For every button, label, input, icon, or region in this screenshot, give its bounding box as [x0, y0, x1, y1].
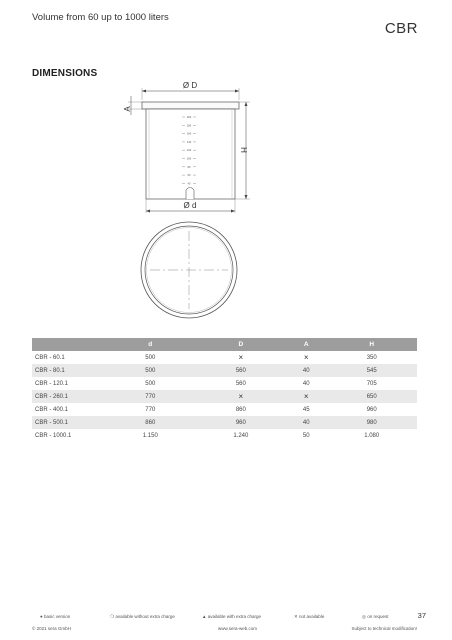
cell-model: CBR - 60.1 [35, 354, 65, 361]
cell-H: 980 [326, 416, 417, 429]
cell-A: 45 [302, 406, 310, 413]
cell-D: × [238, 353, 244, 362]
footer-copyright: © 2021 sera GmbH [32, 626, 71, 631]
label-outer-diameter: Ø D [182, 81, 198, 90]
header-A: A [286, 338, 326, 351]
footer-notice: Subject to technical modification! [351, 626, 417, 631]
page-subtitle: Volume from 60 up to 1000 liters [32, 12, 169, 23]
cell-model: CBR - 400.1 [35, 406, 69, 413]
legend-item: ✕ not available [294, 614, 325, 619]
cell-A: 40 [286, 364, 326, 377]
cell-D: 860 [235, 406, 246, 413]
cell-H: 960 [366, 406, 377, 413]
cell-A: × [286, 390, 326, 403]
cell-d: 860 [105, 416, 196, 429]
cell-D: 1.240 [233, 432, 249, 439]
cell-H: 1.080 [364, 432, 380, 439]
header-name [32, 338, 105, 351]
cell-H: 350 [366, 354, 377, 361]
cell-d: 500 [145, 380, 156, 387]
cell-model: CBR - 1000.1 [35, 432, 72, 439]
cell-A: 50 [302, 432, 310, 439]
cell-H: 650 [326, 390, 417, 403]
page-number: 37 [417, 611, 426, 620]
cell-D: 960 [196, 416, 287, 429]
scale-tick-label: 80 [187, 165, 191, 169]
cell-d: 500 [145, 354, 156, 361]
top-view [141, 222, 237, 318]
table-row [32, 403, 417, 416]
cell-A: 40 [302, 380, 310, 387]
cell-D: 560 [235, 380, 246, 387]
table-row [32, 429, 417, 442]
legend-item: ▲ available with extra charge [202, 614, 262, 619]
cell-D: 560 [196, 364, 287, 377]
cross-icon: ✕ [294, 614, 298, 619]
scale-tick-label: 180 [186, 124, 192, 128]
table-row [32, 377, 417, 390]
scale-tick-label: 160 [186, 132, 192, 136]
cell-model: CBR - 80.1 [32, 364, 105, 377]
dimensions-table [32, 338, 417, 442]
cell-A: 40 [286, 416, 326, 429]
double-circle-icon: ◎ [362, 614, 366, 619]
scale-tick-label: 60 [187, 174, 191, 178]
cell-H: 705 [366, 380, 377, 387]
scale-tick-label: 140 [186, 140, 192, 144]
legend-item: ◎ on request [362, 614, 389, 619]
scale-tick-label: 40 [187, 182, 191, 186]
cell-model: CBR - 260.1 [32, 390, 105, 403]
footer-website[interactable]: www.sera-web.com [218, 626, 258, 631]
label-height: H [239, 147, 248, 153]
open-circle-icon: ❍ [110, 614, 115, 619]
cell-d: 770 [145, 406, 156, 413]
table-row [32, 390, 417, 403]
legend-item: ● basic version [40, 614, 71, 619]
cell-A: × [303, 353, 309, 362]
scale-tick-label: 100 [186, 157, 192, 161]
section-title: DIMENSIONS [32, 68, 98, 79]
filled-circle-icon: ● [40, 614, 43, 619]
scale-tick-label: 200 [186, 116, 192, 119]
header-D: D [196, 338, 287, 351]
cell-d: 770 [105, 390, 196, 403]
label-rim-height: A [123, 106, 132, 112]
triangle-icon: ▲ [202, 614, 207, 619]
cell-H: 545 [326, 364, 417, 377]
product-code: CBR [384, 20, 418, 37]
table-row [32, 351, 417, 364]
label-inner-diameter: Ø d [183, 201, 197, 210]
header-H: H [326, 338, 417, 351]
legend-item: ❍ available without extra charge [110, 614, 175, 619]
header-d: d [105, 338, 196, 351]
table-row [32, 364, 417, 377]
cell-d: 500 [105, 364, 196, 377]
scale-tick-label: 120 [186, 149, 192, 153]
table-header-row [32, 338, 417, 351]
cell-D: × [196, 390, 287, 403]
cell-model: CBR - 500.1 [32, 416, 105, 429]
cell-d: 1.150 [142, 432, 158, 439]
cell-model: CBR - 120.1 [35, 380, 69, 387]
table-row [32, 416, 417, 429]
